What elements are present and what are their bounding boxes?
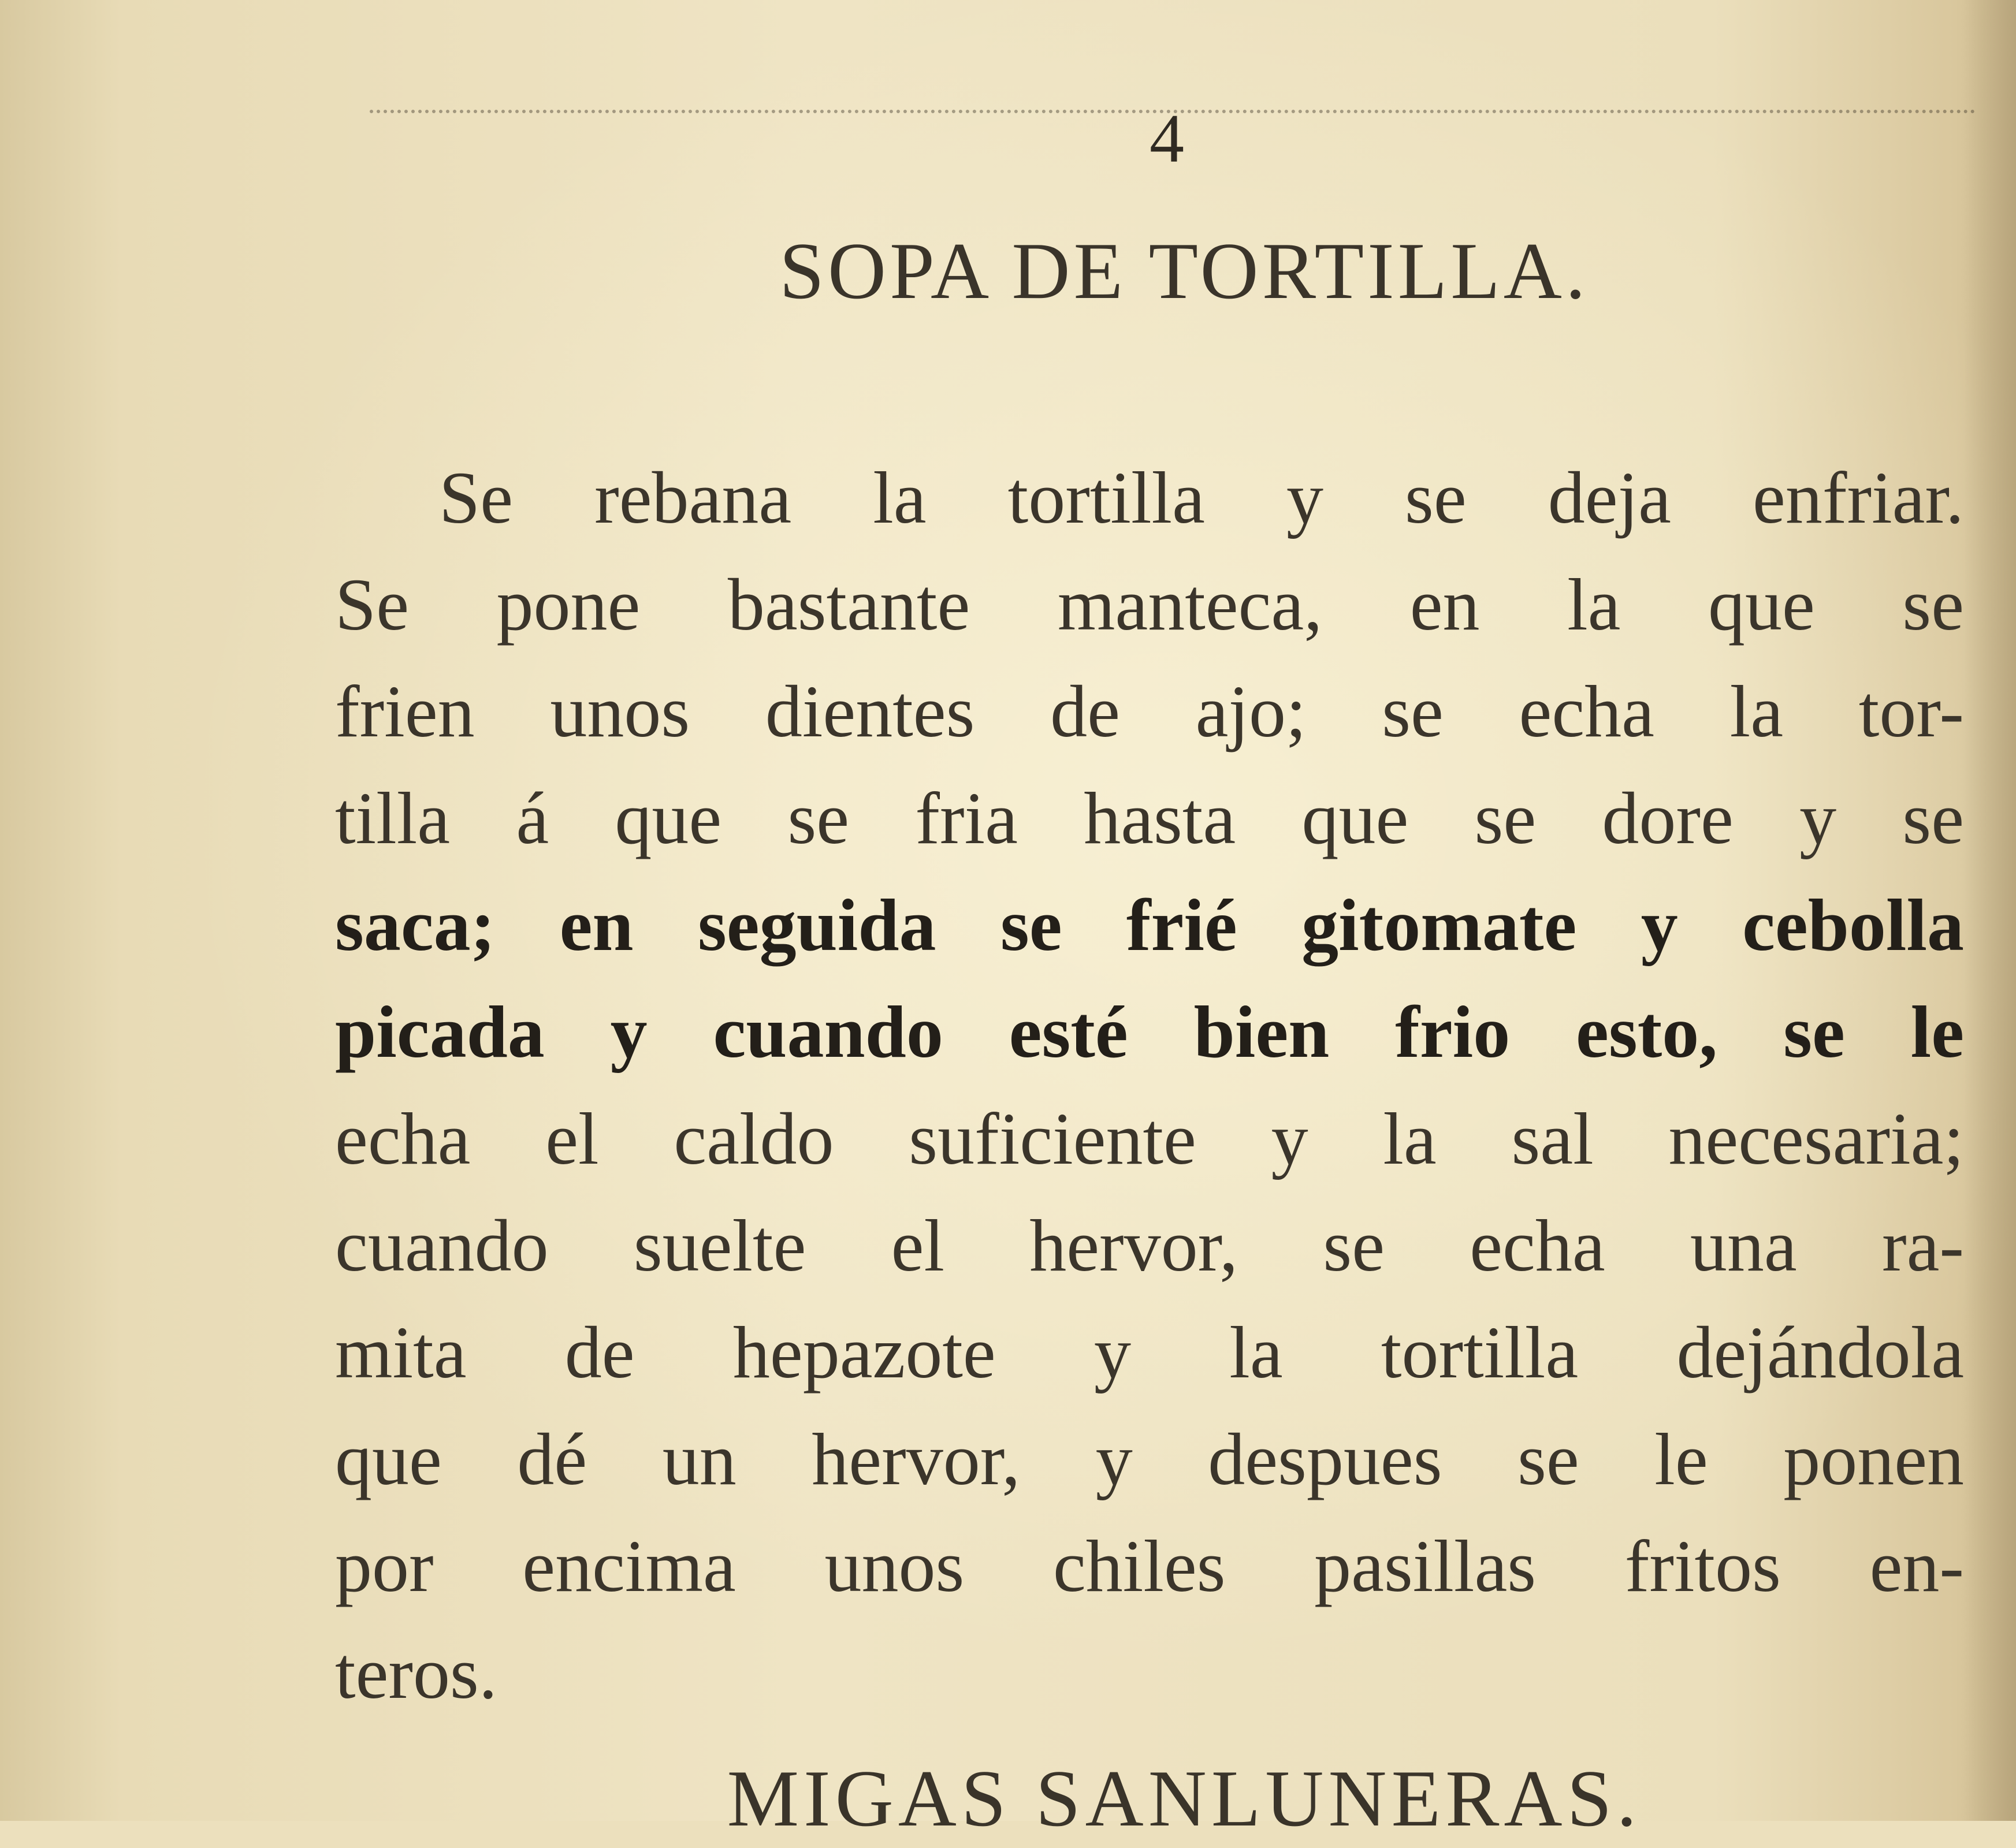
body-line: cuando suelte el hervor, se echa una ra- — [335, 1205, 1964, 1287]
body-line: echa el caldo suficiente y la sal necesaria; — [335, 1098, 1964, 1180]
body-line: saca; en seguida se frié gitomate y cebolla — [335, 884, 1964, 966]
next-recipe-title: MIGAS SANLUNERAS. — [727, 1754, 1642, 1843]
body-line: mita de hepazote y la tortilla dejándola — [335, 1312, 1964, 1394]
body-line: frien unos dientes de ajo; se echa la tor- — [335, 670, 1964, 752]
recipe-body — [335, 445, 1964, 1727]
body-line: que dé un hervor, y despues se le ponen — [335, 1418, 1964, 1500]
body-line: Se rebana la tortilla y se deja enfriar. — [439, 457, 1964, 539]
body-line: por encima unos chiles pasillas fritos en- — [335, 1525, 1964, 1607]
body-line: picada y cuando esté bien frio esto, se le — [335, 991, 1964, 1073]
body-line: teros. — [335, 1632, 497, 1714]
page-number: 4 — [1150, 100, 1184, 177]
body-line: Se pone bastante manteca, en la que se — [335, 564, 1964, 646]
body-line: tilla á que se fria hasta que se dore y se — [335, 777, 1964, 859]
recipe-title: SOPA DE TORTILLA. — [779, 226, 1589, 316]
page-edge-shadow — [1964, 0, 2016, 1821]
